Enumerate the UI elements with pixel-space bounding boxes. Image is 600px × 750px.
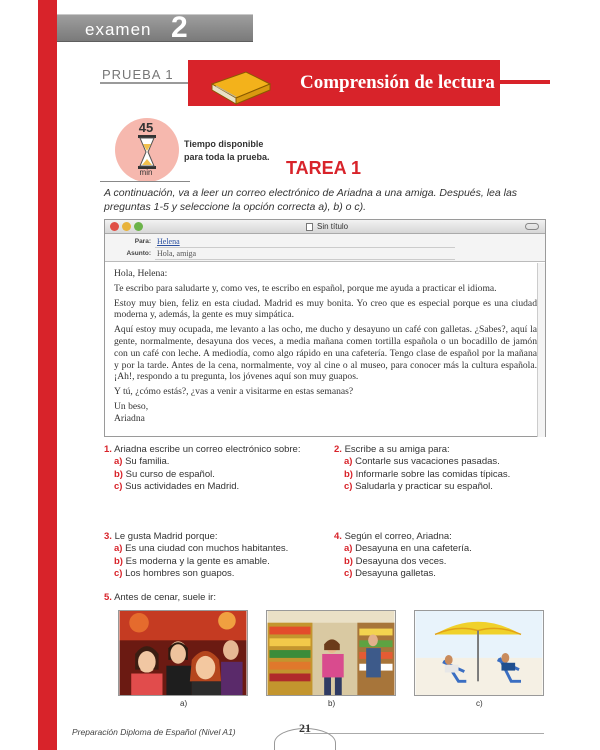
task-instructions: A continuación, va a leer un correo electrónico de Ariadna a una amiga. Después, lea las preguntas 1-5 y seleccione la opción correcta a), b) o c). [104,187,518,213]
minimize-window-button[interactable] [122,222,131,231]
question-3-option-c[interactable]: c) Los hombres son guapos. [114,567,235,579]
section-title: Comprensión de lectura [300,72,495,93]
question-1-option-b[interactable]: b) Su curso de español. [114,468,215,480]
question-3-text: Le gusta Madrid porque: [114,531,218,542]
question-3-option-b[interactable]: b) Es moderna y la gente es amable. [114,555,270,567]
photo-label-c: c) [476,699,483,708]
email-window [104,219,546,437]
to-rule [155,247,455,248]
question-1-text: Ariadna escribe un correo electrónico sobre: [114,444,301,455]
exam-number: 2 [171,11,188,44]
section-banner [188,60,500,106]
left-red-bar [38,0,57,750]
footer-rule [304,733,544,734]
email-paragraph-1: Te escribo para saludarte y, como ves, te escribo en español, porque me ayuda a practicar el idioma. [114,282,497,294]
question-4-text: Según el correo, Ariadna: [344,531,452,542]
question-1-option-c[interactable]: c) Sus actividades en Madrid. [114,480,240,492]
footer-text: Preparación Diploma de Español (Nivel A1) [72,727,236,737]
photo-option-a[interactable] [118,610,248,696]
subject-rule [155,259,455,260]
task-title: TAREA 1 [286,158,362,178]
timer-rule [100,181,190,182]
email-signature: Ariadna [114,412,145,424]
subject-label: Asunto: [126,250,151,257]
document-icon [306,223,313,231]
page-number: 21 [299,721,311,735]
question-4-option-a[interactable]: a) Desayuna en una cafetería. [344,543,472,555]
book-icon [206,64,274,108]
toolbar-toggle-icon[interactable] [525,223,539,230]
question-4 [334,531,549,580]
email-scrollbar[interactable] [537,263,545,437]
question-2-option-c[interactable]: c) Saludarla y practicar su español. [344,480,493,492]
question-3-number: 3. [104,531,112,542]
to-label: Para: [134,238,151,245]
question-5-number: 5. [104,592,112,603]
section-rule-red [500,80,550,84]
time-line-2: para toda la prueba. [184,152,270,162]
close-window-button[interactable] [110,222,119,231]
question-2-option-a[interactable]: a) Contarle sus vacaciones pasadas. [344,456,500,468]
photo-option-b[interactable] [266,610,396,696]
subject-field[interactable]: Hola, amiga [157,249,197,258]
question-2-text: Escribe a su amiga para: [344,444,450,455]
exam-tab [57,11,253,44]
question-4-option-c[interactable]: c) Desayuna galletas. [344,567,436,579]
photo-label-b: b) [328,699,336,708]
timer-unit: min [139,168,153,177]
email-greeting: Hola, Helena: [114,268,168,279]
time-line-1: Tiempo disponible [184,139,264,149]
email-paragraph-4: Y tú, ¿cómo estás?, ¿vas a venir a visitarme en estas semanas? [114,386,354,398]
photo-option-c[interactable] [414,610,544,696]
window-title: Sin título [317,222,349,231]
hourglass-icon [137,135,157,169]
question-4-number: 4. [334,531,342,542]
email-paragraph-3: Aquí estoy muy ocupada, me levanto a las ocho, me ducho y desayuno un café con galletas. ¿Sabes?, aquí la gente, normalmente, desayuna dos veces, a media mañana comen tortilla española o un bocadillo de jamón con un café con leche. A mediodía, como algo rápido en una cafetería. Tengo clase de español por la mañana y por la tarde. Antes de la cena, normalmente, voy al cine o al museo, para conocer más la cultura española. ¡Ah!, respondo a tu pregunta, los jóvenes aquí son muy guapos. [114,324,537,383]
email-header [105,234,545,262]
email-paragraph-2: Estoy muy bien, feliz en esta ciudad. Madrid es muy bonita. Yo creo que es especial porque es una ciudad moderna y, además, la gente es muy simpática. [114,297,537,321]
timer-minutes: 45 [138,120,154,135]
exam-label: examen [85,20,152,39]
zoom-window-button[interactable] [134,222,143,231]
question-3 [104,531,324,580]
email-body[interactable] [105,262,545,425]
question-3-option-a[interactable]: a) Es una ciudad con muchos habitantes. [114,543,289,555]
question-5-text: Antes de cenar, suele ir: [114,592,216,603]
question-5 [104,592,324,604]
photo-label-a: a) [180,699,188,708]
question-2-option-b[interactable]: b) Informarle sobre las comidas típicas. [344,468,511,480]
question-4-option-b[interactable]: b) Desayuna dos veces. [344,555,447,567]
email-titlebar [105,220,545,234]
question-1-number: 1. [104,444,112,455]
email-closing: Un beso, [114,400,149,412]
question-2-number: 2. [334,444,342,455]
question-1 [104,444,324,493]
question-2 [334,444,549,493]
prueba-label: PRUEBA 1 [102,67,174,82]
to-field[interactable]: Helena [157,237,180,246]
question-1-option-a[interactable]: a) Su familia. [114,456,170,468]
